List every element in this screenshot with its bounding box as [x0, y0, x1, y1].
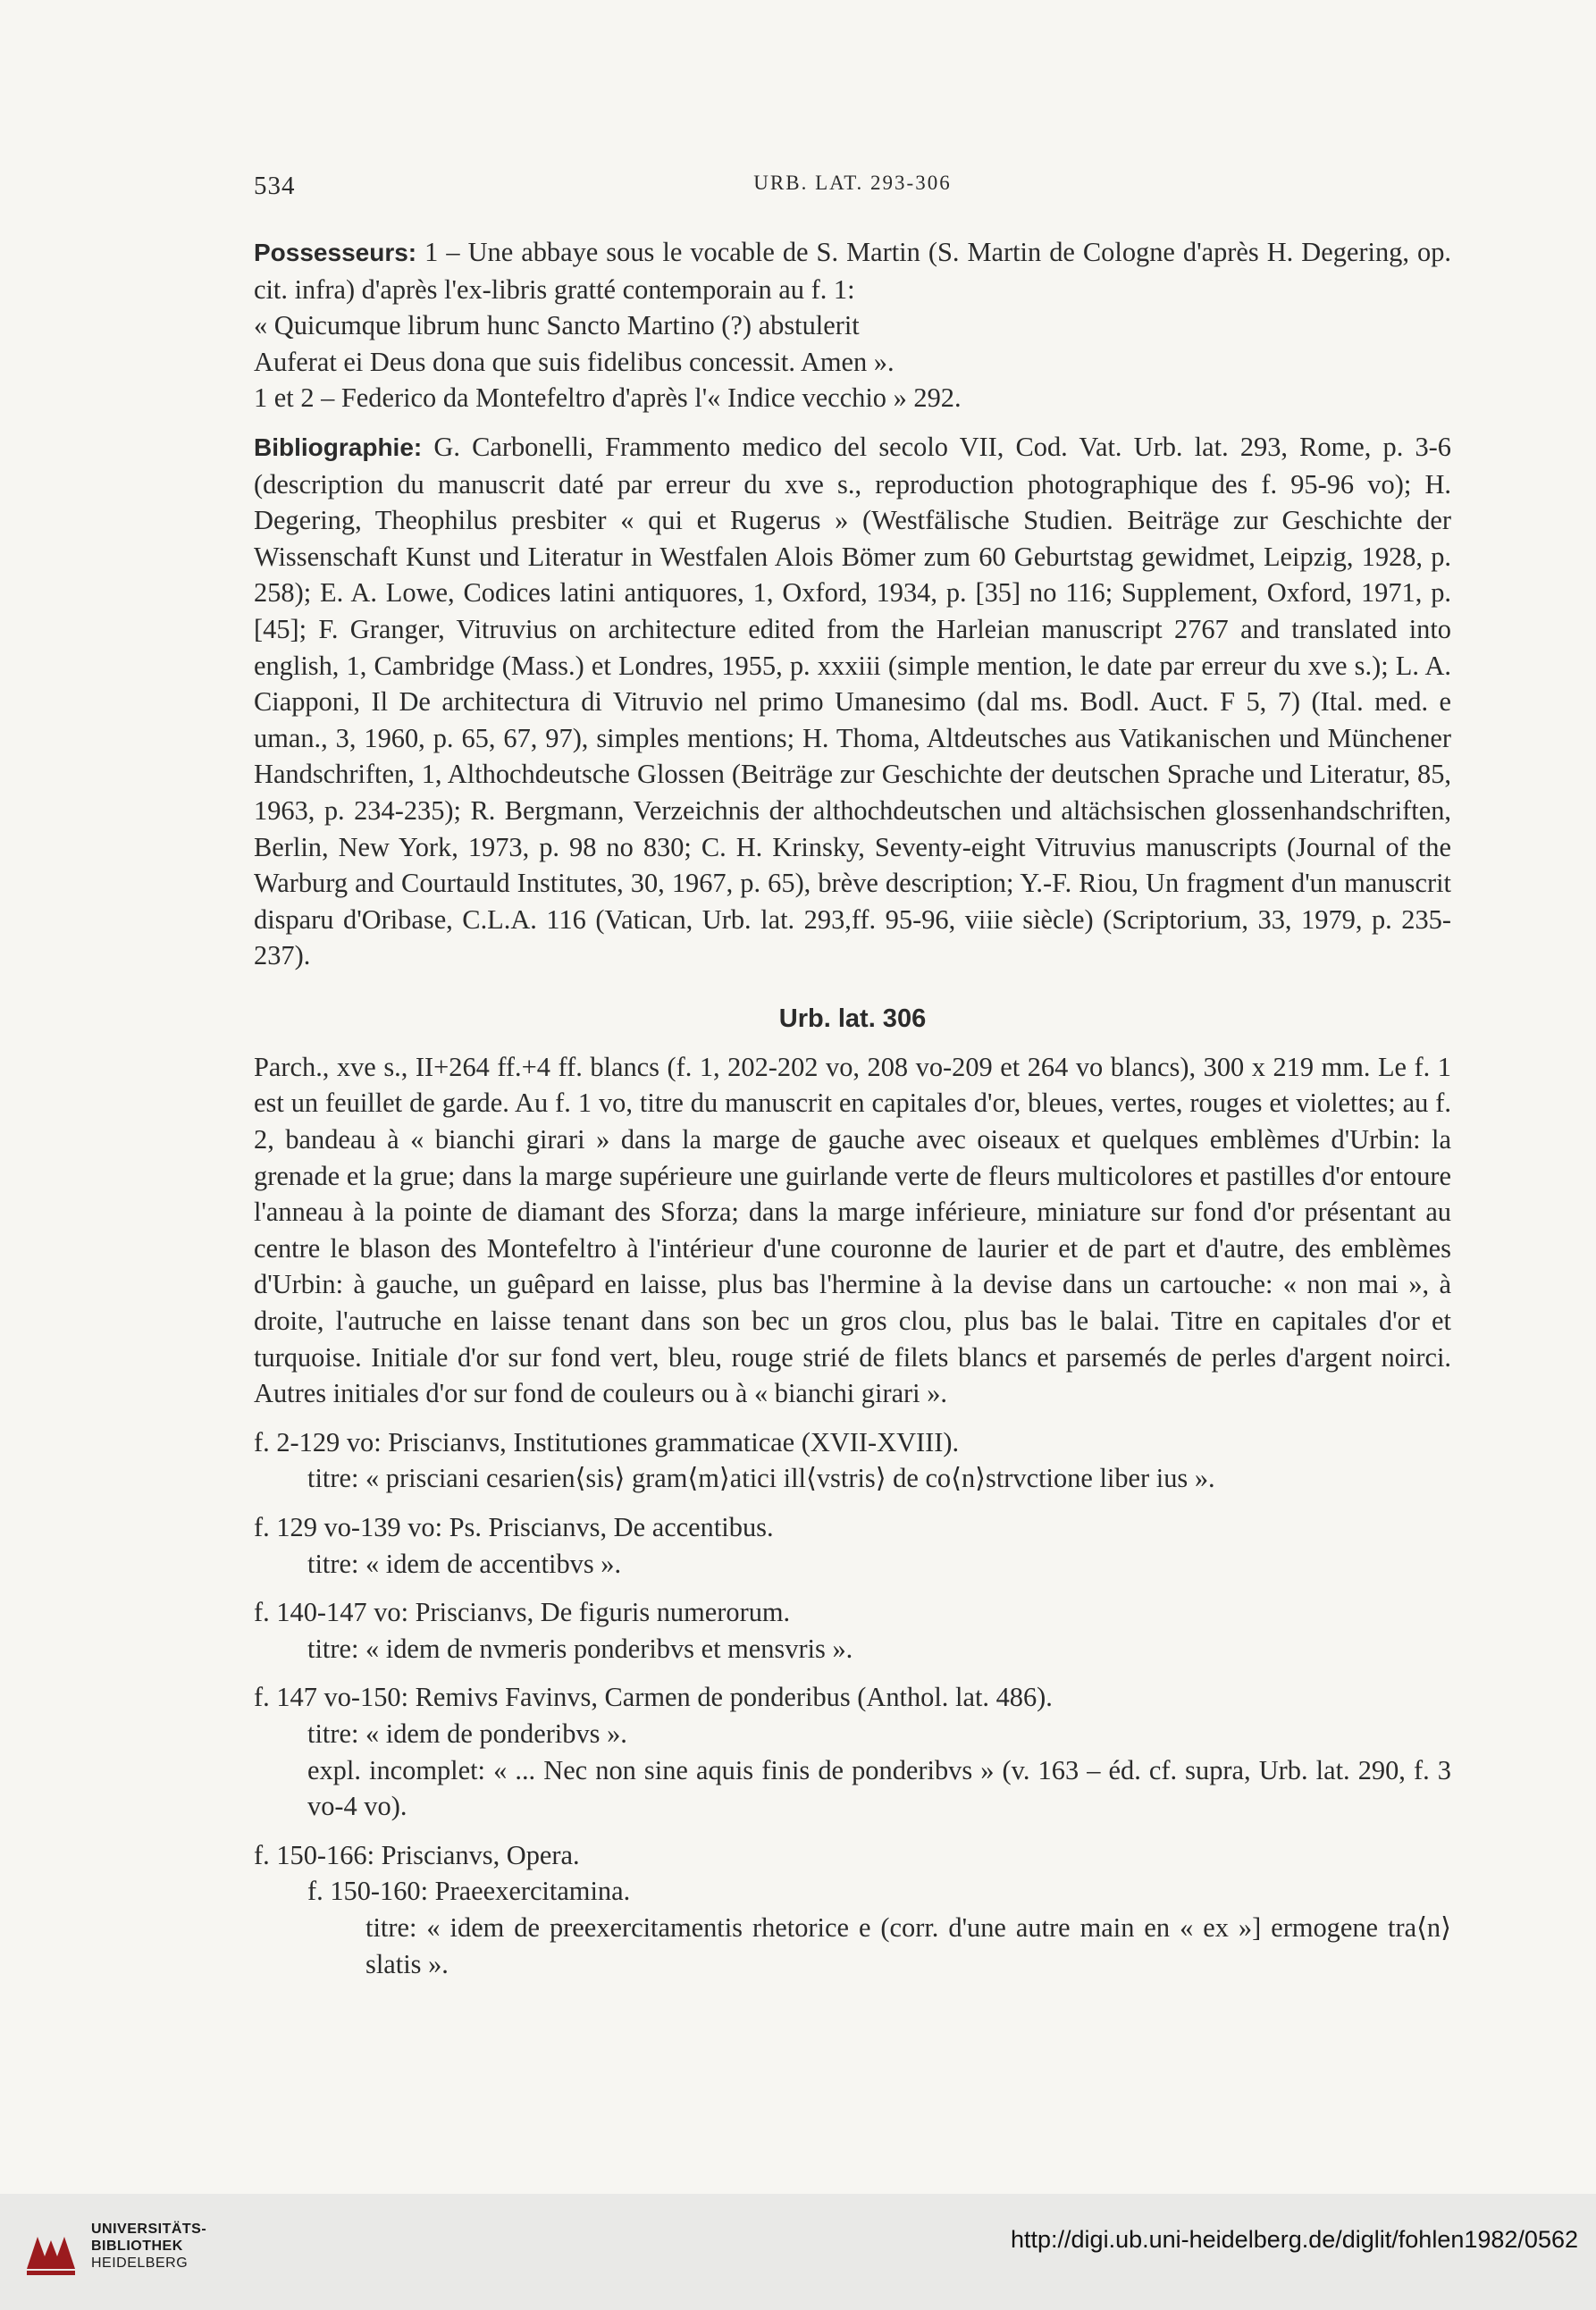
- entry-5-folio: f. 150-166: Priscianvs, Opera.: [254, 1839, 580, 1870]
- page-number: 534: [254, 172, 296, 200]
- description-paragraph: Parch., xve s., II+264 ff.+4 ff. blancs (f. 1, 202-202 vo, 208 vo-209 et 264 vo blancs), 300 x 219 mm. Le f. 1 est un feuillet de garde. Au f. 1 vo, titre du manuscrit en capitales d'or, bleues, vertes, rouges et violettes; au f. 2, bandeau à « bianchi girari » dans la marge de gauche avec oiseaux et quelques emblèmes d'Urbin: la grenade et la grue; dans la marge supérieure une guirlande verte de fleurs multicolores et pastilles d'or entoure l'anneau à la pointe de diamant des Sforza; dans la marge inférieure, miniature sur fond d'or présentant au centre le blason des Montefeltro à l'intérieur d'une couronne de laurier et de part et d'autre, des emblèmes d'Urbin: à gauche, un guêpard en laisse, plus bas l'hermine à la devise dans un cartouche: « non mai », à droite, l'autruche en laisse tenant dans son bec un gros clou, plus bas le balai. Titre en capitales d'or et turquoise. Initiale d'or sur fond vert, bleu, rouge strié de filets blancs et parsemés de perles d'argent noirci. Autres initiales d'or sur fond de couleurs ou à « bianchi girari ».: [254, 1051, 1451, 1409]
- section-heading: Urb. lat. 306: [778, 1004, 927, 1033]
- possesseurs-line-2: « Quicumque librum hunc Sancto Martino (?) abstulerit: [254, 310, 860, 341]
- sub-entry-title: titre: « idem de preexercitamentis rhetorice e (corr. d'une autre main en « ex »] ermogene tra⟨n⟩slatis ».: [365, 1911, 1451, 1979]
- main-text: [254, 234, 1451, 1982]
- entry-3-title: titre: « idem de nvmeris ponderibvs et mensvris ».: [307, 1633, 853, 1664]
- entry-2-folio: f. 129 vo-139 vo: Ps. Priscianvs, De accentibus.: [254, 1512, 774, 1542]
- bibliographie-paragraph: [254, 429, 1451, 974]
- bibliographie-text: G. Carbonelli, Frammento medico del secolo VII, Cod. Vat. Urb. lat. 293, Rome, p. 3-6 (description du manuscrit daté par erreur du xve s., reproduction photographique des f. 95-96 vo); H. Degering, Theophilus presbiter « qui et Rugerus » (Westfälische Studien. Beiträge zur Geschichte der Wissenschaft Kunst und Literatur in Westfalen Alois Bömer zum 60 Geburtstag gewidmet, Leipzig, 1928, p. 258); E. A. Lowe, Codices latini antiquores, 1, Oxford, 1934, p. [35] no 116; Supplement, Oxford, 1971, p. [45]; F. Granger, Vitruvius on architecture edited from the Harleian manuscript 2767 and translated into english, 1, Cambridge (Mass.) et Londres, 1955, p. xxxiii (simple mention, le date par erreur du xve s.); L. A. Ciapponi, Il De architectura di Vitruvio nel primo Umanesimo (dal ms. Bodl. Auct. F 5, 7) (Ital. med. e uman., 3, 1960, p. 65, 67, 97), simples mentions; H. Thoma, Altdeutsches aus Vatikanischen und Münchener Handschriften, 1, Althochdeutsche Glossen (Beiträge zur Geschichte der deutschen Sprache und Literatur, 85, 1963, p. 234-235); R. Bergmann, Verzeichnis der althochdeutschen und altächsischen glossenhandschriften, Berlin, New York, 1973, p. 98 no 830; C. H. Krinsky, Seventy-eight Vitruvius manuscripts (Journal of the Warburg and Courtauld Institutes, 30, 1967, p. 65), brève description; Y.-F. Riou, Un fragment d'un manuscrit disparu d'Oribase, C.L.A. 116 (Vatican, Urb. lat. 293,ff. 95-96, viiie siècle) (Scriptorium, 33, 1979, p. 235-237).: [254, 431, 1451, 971]
- library-name: [91, 2221, 206, 2272]
- library-name-line-3: HEIDELBERG: [91, 2255, 189, 2271]
- entry-3-folio: f. 140-147 vo: Priscianvs, De figuris numerorum.: [254, 1597, 791, 1628]
- possesseurs-label: Possesseurs:: [254, 239, 417, 266]
- library-name-line-2: BIBLIOTHEK: [91, 2239, 183, 2254]
- entry-4-title: titre: « idem de ponderibvs ».: [307, 1718, 627, 1749]
- possesseurs-line-3: Auferat ei Deus dona que suis fidelibus concessit. Amen ».: [254, 346, 895, 377]
- entry-4-folio: f. 147 vo-150: Remivs Favinvs, Carmen de ponderibus (Anthol. lat. 486).: [254, 1682, 1053, 1713]
- running-head: [254, 172, 1451, 198]
- entry-2-title: titre: « idem de accentibvs ».: [307, 1548, 622, 1579]
- bibliographie-label: Bibliographie:: [254, 433, 423, 461]
- university-library-logo-icon: [20, 2221, 82, 2283]
- library-footer: [0, 2194, 1596, 2310]
- possesseurs-line-1: 1 – Une abbaye sous le vocable de S. Martin (S. Martin de Cologne d'après H. Degering, op. cit. infra) d'après l'ex-libris gratté contemporain au f. 1:: [254, 237, 1451, 305]
- entry-4-explicit: expl. incomplet: « ... Nec non sine aquis finis de ponderibvs » (v. 163 – éd. cf. supra, Urb. lat. 290, f. 3 vo-4 vo).: [307, 1754, 1451, 1822]
- sub-entry-folio: f. 150-160: Praeexercitamina.: [307, 1876, 631, 1907]
- possesseurs-line-4: 1 et 2 – Federico da Montefeltro d'après l'« Indice vecchio » 292.: [254, 382, 962, 414]
- library-name-line-1: UNIVERSITÄTS-: [91, 2222, 207, 2237]
- entry-1-folio: f. 2-129 vo: Priscianvs, Institutiones grammaticae (XVII-XVIII).: [254, 1426, 960, 1457]
- running-title: URB. LAT. 293-306: [753, 172, 952, 194]
- possesseurs-paragraph: [254, 234, 1451, 307]
- permalink-url[interactable]: http://digi.ub.uni-heidelberg.de/diglit/fohlen1982/0562: [1011, 2226, 1578, 2253]
- entry-1-title: titre: « prisciani cesarien⟨sis⟩ gram⟨m⟩atici ill⟨vstris⟩ de co⟨n⟩strvctione liber ius ».: [307, 1463, 1215, 1494]
